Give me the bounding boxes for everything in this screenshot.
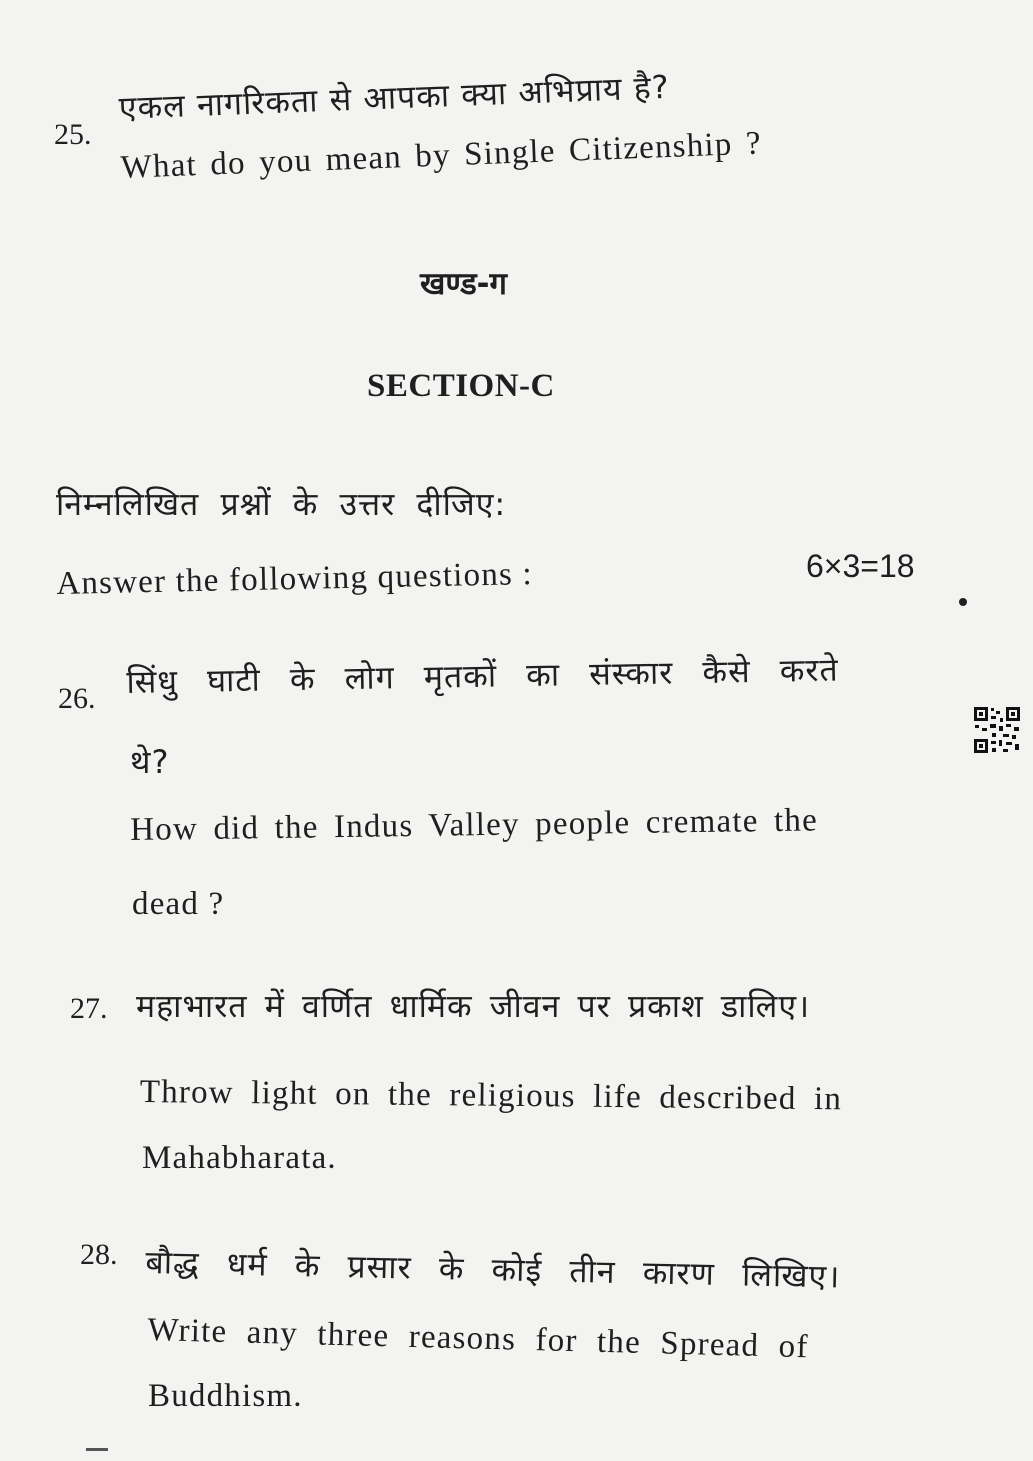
q26-number: 26.: [58, 682, 96, 715]
section-title-english: SECTION-C: [367, 368, 555, 404]
q28-english-line1: Write any three reasons for the Spread of: [147, 1312, 810, 1366]
q26-english-line1: How did the Indus Valley people cremate the: [130, 802, 819, 848]
q27-number: 27.: [70, 992, 108, 1025]
q28-english-line2: Buddhism.: [148, 1378, 303, 1414]
q26-english-line2: dead ?: [132, 886, 225, 922]
q25-number: 25.: [54, 118, 92, 151]
printed-dot: [959, 598, 967, 606]
q28-number: 28.: [80, 1238, 118, 1271]
q26-hindi-line1: सिंधु घाटी के लोग मृतकों का संस्कार कैसे करते: [126, 650, 840, 701]
q27-english-line2: Mahabharata.: [142, 1140, 337, 1176]
bottom-edge-mark: [86, 1448, 108, 1451]
q27-english-line1: Throw light on the religious life described in: [139, 1074, 843, 1118]
q28-hindi: बौद्ध धर्म के प्रसार के कोई तीन कारण लिखिए।: [145, 1242, 841, 1296]
instructions-hindi: निम्नलिखित प्रश्नों के उत्तर दीजिए:: [56, 485, 507, 523]
q25-hindi: एकल नागरिकता से आपका क्या अभिप्राय है?: [118, 67, 671, 127]
q26-hindi-line2: थे?: [130, 743, 170, 781]
qr-code-icon: [973, 706, 1021, 754]
marks-allocation: 6×3=18: [806, 548, 915, 584]
section-title-hindi: खण्ड-ग: [420, 266, 507, 302]
q27-hindi: महाभारत में वर्णित धार्मिक जीवन पर प्रकाश डालिए।: [136, 987, 811, 1025]
q25-english: What do you mean by Single Citizenship ?: [120, 125, 763, 186]
instructions-english: Answer the following questions :: [56, 556, 534, 602]
